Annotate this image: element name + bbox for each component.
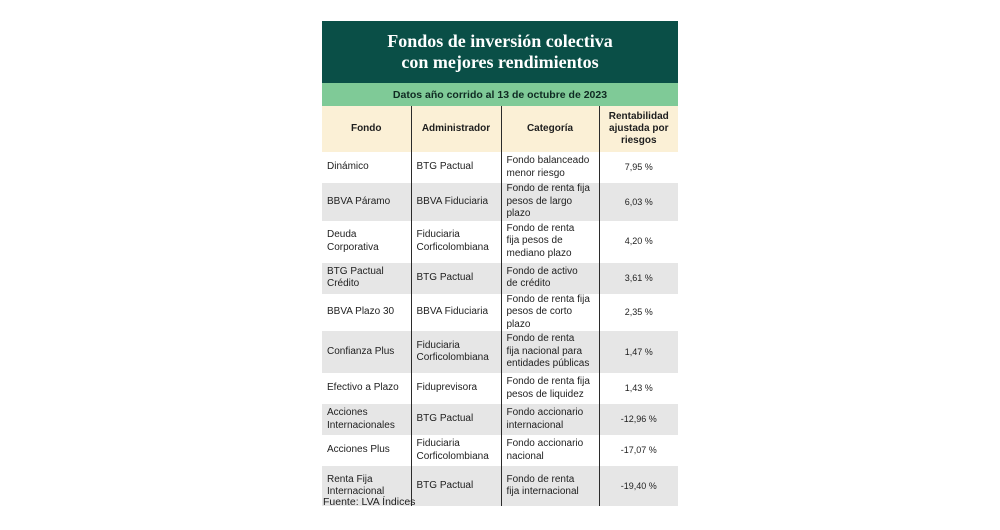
cell-administrador-line: BBVA Fiduciaria	[416, 195, 489, 207]
header-categoria: Categoría	[501, 106, 599, 152]
cell-administrador	[411, 263, 501, 294]
cell-categoria-line: Fondo de renta	[506, 333, 575, 345]
cell-administrador	[411, 404, 501, 435]
cell-categoria-line: menor riesgo	[506, 167, 565, 179]
cell-fondo-line: BBVA Páramo	[327, 195, 391, 207]
cell-administrador	[411, 373, 501, 404]
cell-fondo	[322, 221, 411, 263]
cell-categoria	[501, 373, 599, 404]
cell-categoria-line: pesos de corto plazo	[506, 306, 573, 330]
table-row	[322, 435, 678, 466]
cell-administrador	[411, 221, 501, 263]
cell-rentabilidad: 7,95 %	[599, 152, 678, 183]
cell-categoria-line: Fondo balanceado	[506, 155, 590, 166]
cell-categoria-line: pesos de largo plazo	[506, 195, 573, 219]
cell-fondo-line: Internacional	[327, 486, 385, 497]
title-line-2: con mejores rendimientos	[401, 52, 599, 72]
table-row	[322, 221, 678, 263]
header-administrador: Administrador	[411, 106, 501, 152]
cell-categoria-line: fija internacional	[506, 486, 579, 497]
cell-rentabilidad: 6,03 %	[599, 183, 678, 221]
cell-administrador-line: Fiduciaria	[416, 438, 460, 449]
cell-fondo	[322, 435, 411, 466]
cell-administrador-line: BBVA Fiduciaria	[416, 306, 489, 317]
cell-rentabilidad: -19,40 %	[599, 466, 678, 506]
cell-administrador-line: Fiduprevisora	[416, 382, 478, 394]
funds-infographic	[322, 21, 678, 506]
cell-administrador	[411, 294, 501, 332]
cell-categoria	[501, 466, 599, 506]
cell-categoria-line: Fondo de activo	[506, 265, 578, 277]
cell-categoria-line: Fondo de renta fija	[506, 376, 590, 387]
cell-fondo	[322, 331, 411, 373]
source-note: Fuente: LVA Índices	[323, 496, 416, 508]
cell-fondo-line: Crédito	[327, 278, 360, 289]
table-row	[322, 263, 678, 294]
table-row	[322, 183, 678, 221]
cell-fondo-line: Renta Fija	[327, 473, 373, 485]
table-row	[322, 404, 678, 435]
cell-fondo-line: Internacionales	[327, 419, 395, 431]
header-rentabilidad-line: riesgos	[620, 135, 657, 146]
cell-fondo	[322, 263, 411, 294]
header-rentabilidad-line: Rentabilidad	[608, 111, 669, 122]
cell-administrador-line: BTG Pactual	[416, 413, 474, 425]
cell-categoria-line: entidades públicas	[506, 358, 590, 370]
cell-categoria-line: Fondo de renta fija	[506, 293, 590, 305]
cell-administrador	[411, 466, 501, 506]
cell-fondo	[322, 373, 411, 404]
table-row	[322, 152, 678, 183]
cell-categoria	[501, 221, 599, 263]
cell-categoria-line: fija pesos de	[506, 235, 563, 247]
cell-categoria-line: mediano plazo	[506, 247, 572, 259]
cell-categoria	[501, 152, 599, 183]
cell-rentabilidad: 2,35 %	[599, 294, 678, 332]
table-row	[322, 294, 678, 332]
cell-categoria-line: Fondo accionario	[506, 438, 584, 449]
cell-fondo	[322, 294, 411, 332]
cell-categoria-line: de crédito	[506, 278, 551, 289]
cell-administrador	[411, 152, 501, 183]
cell-categoria	[501, 294, 599, 332]
cell-administrador-line: Corficolombiana	[416, 241, 489, 253]
cell-administrador-line: BTG Pactual	[416, 161, 474, 173]
header-rentabilidad-line: ajustada por	[609, 123, 669, 134]
cell-administrador-line: BTG Pactual	[416, 479, 474, 491]
cell-categoria-line: pesos de liquidez	[506, 388, 584, 400]
cell-administrador-line: BTG Pactual	[416, 271, 474, 283]
cell-administrador	[411, 435, 501, 466]
infographic-subtitle: Datos año corrido al 13 de octubre de 2023	[322, 83, 678, 106]
cell-categoria-line: fija nacional para	[506, 345, 583, 357]
cell-rentabilidad: -17,07 %	[599, 435, 678, 466]
cell-rentabilidad: -12,96 %	[599, 404, 678, 435]
cell-fondo-line: Dinámico	[327, 161, 369, 173]
cell-categoria-line: internacional	[506, 419, 564, 431]
cell-categoria-line: Fondo accionario	[506, 407, 584, 418]
cell-rentabilidad: 4,20 %	[599, 221, 678, 263]
cell-categoria	[501, 183, 599, 221]
cell-categoria-line: Fondo de renta	[506, 222, 575, 234]
cell-rentabilidad: 1,47 %	[599, 331, 678, 373]
cell-administrador-line: Fiduciaria	[416, 339, 460, 351]
table-header-row	[322, 106, 678, 152]
cell-administrador	[411, 331, 501, 373]
table-row	[322, 373, 678, 404]
funds-table	[322, 106, 678, 506]
cell-categoria	[501, 404, 599, 435]
cell-rentabilidad: 3,61 %	[599, 263, 678, 294]
cell-fondo-line: BTG Pactual	[327, 265, 384, 277]
cell-rentabilidad: 1,43 %	[599, 373, 678, 404]
cell-fondo	[322, 152, 411, 183]
cell-administrador-line: Corficolombiana	[416, 450, 489, 462]
cell-categoria-line: Fondo de renta	[506, 473, 575, 485]
header-rentabilidad	[599, 106, 678, 152]
cell-fondo	[322, 404, 411, 435]
cell-fondo-line: BBVA Plazo 30	[327, 306, 395, 317]
cell-fondo	[322, 183, 411, 221]
cell-fondo-line: Deuda Corporativa	[327, 229, 379, 253]
cell-fondo-line: Acciones	[327, 407, 368, 418]
cell-administrador	[411, 183, 501, 221]
cell-fondo-line: Confianza Plus	[327, 345, 395, 357]
cell-categoria	[501, 263, 599, 294]
cell-fondo-line: Efectivo a Plazo	[327, 382, 399, 394]
cell-fondo-line: Acciones Plus	[327, 444, 390, 456]
table-row	[322, 331, 678, 373]
cell-administrador-line: Corficolombiana	[416, 352, 489, 363]
infographic-title	[322, 21, 678, 83]
cell-administrador-line: Fiduciaria	[416, 229, 460, 240]
cell-categoria	[501, 331, 599, 373]
cell-categoria	[501, 435, 599, 466]
title-line-1: Fondos de inversión colectiva	[387, 31, 613, 51]
header-fondo: Fondo	[322, 106, 411, 152]
cell-categoria-line: nacional	[506, 450, 544, 462]
cell-categoria-line: Fondo de renta fija	[506, 183, 590, 194]
